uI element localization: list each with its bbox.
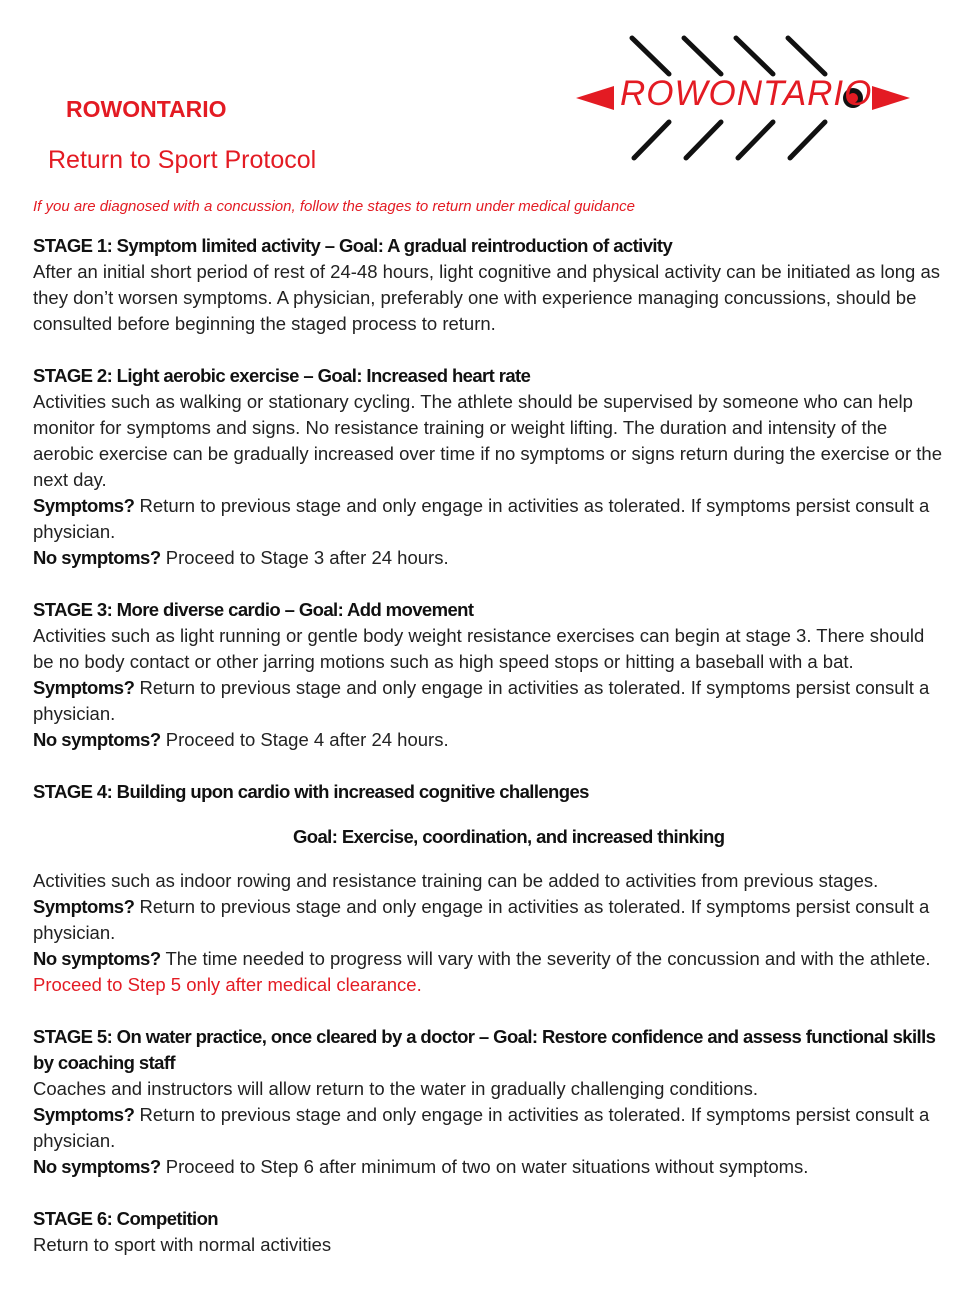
stage-2 bbox=[33, 363, 943, 571]
rowontario-logo bbox=[574, 30, 914, 168]
symptoms-line bbox=[33, 675, 943, 727]
stage-title: STAGE 6: Competition bbox=[33, 1208, 218, 1229]
stage-title: STAGE 1: Symptom limited activity – Goal: A gradual reintroduction of activity bbox=[33, 235, 673, 256]
page-title: Return to Sport Protocol bbox=[48, 146, 317, 174]
no-symptoms-text: Proceed to Stage 3 after 24 hours. bbox=[165, 547, 449, 568]
stage-title: STAGE 5: On water practice, once cleared by a doctor – Goal: Restore confidence and assess functional skills by coaching staff bbox=[33, 1026, 936, 1073]
no-symptoms-text: The time needed to progress will vary with the severity of the concussion and with the athlete. bbox=[165, 948, 931, 969]
stage-5 bbox=[33, 1024, 943, 1180]
no-symptoms-line bbox=[33, 545, 943, 571]
no-symptoms-text: Proceed to Step 6 after minimum of two on water situations without symptoms. bbox=[165, 1156, 809, 1177]
symptoms-text: Return to previous stage and only engage in activities as tolerated. If symptoms persist consult a physician. bbox=[33, 495, 930, 542]
stage-body: Activities such as indoor rowing and resistance training can be added to activities from previous stages. bbox=[33, 870, 879, 891]
stage-6 bbox=[33, 1206, 943, 1258]
symptoms-text: Return to previous stage and only engage in activities as tolerated. If symptoms persist consult a physician. bbox=[33, 677, 930, 724]
stage-title: STAGE 2: Light aerobic exercise – Goal: Increased heart rate bbox=[33, 365, 531, 386]
symptoms-line bbox=[33, 1102, 943, 1154]
stage-4 bbox=[33, 779, 943, 998]
symptoms-text: Return to previous stage and only engage in activities as tolerated. If symptoms persist consult a physician. bbox=[33, 1104, 930, 1151]
symptoms-label: Symptoms? bbox=[33, 896, 135, 917]
no-symptoms-label: No symptoms? bbox=[33, 729, 161, 750]
stage-body: Coaches and instructors will allow return to the water in gradually challenging conditions. bbox=[33, 1078, 758, 1099]
symptoms-label: Symptoms? bbox=[33, 1104, 135, 1125]
org-name: ROWONTARIO bbox=[66, 96, 227, 122]
symptoms-text: Return to previous stage and only engage in activities as tolerated. If symptoms persist consult a physician. bbox=[33, 896, 930, 943]
stage-title: STAGE 4: Building upon cardio with increased cognitive challenges bbox=[33, 781, 589, 802]
logo-wordmark: ROWONTARIO bbox=[620, 74, 873, 113]
stages-list bbox=[33, 233, 943, 1258]
symptoms-line bbox=[33, 894, 943, 946]
no-symptoms-label: No symptoms? bbox=[33, 1156, 161, 1177]
symptoms-line bbox=[33, 493, 943, 545]
no-symptoms-label: No symptoms? bbox=[33, 948, 161, 969]
stage-body: Return to sport with normal activities bbox=[33, 1234, 332, 1255]
stage-body: After an initial short period of rest of 24-48 hours, light cognitive and physical activity can be initiated as long as they don’t worsen symptoms. A physician, preferably one with experience managing concussions, should be consulted before beginning the staged process to return. bbox=[33, 261, 941, 334]
stage-1 bbox=[33, 233, 943, 337]
no-symptoms-label: No symptoms? bbox=[33, 547, 161, 568]
stage-title: STAGE 3: More diverse cardio – Goal: Add movement bbox=[33, 599, 474, 620]
medical-clearance-note: Proceed to Step 5 only after medical clearance. bbox=[33, 974, 422, 995]
no-symptoms-line bbox=[33, 1154, 943, 1180]
stage-body: Activities such as walking or stationary cycling. The athlete should be supervised by someone who can help monitor for symptoms and signs. No resistance training or weight lifting. The duration and intensity of the aerobic exercise can be gradually increased over time if no symptoms or signs return during the exercise or the next day. bbox=[33, 391, 942, 490]
no-symptoms-text: Proceed to Stage 4 after 24 hours. bbox=[165, 729, 449, 750]
stage-3 bbox=[33, 597, 943, 753]
intro-text: If you are diagnosed with a concussion, follow the stages to return under medical guidance bbox=[33, 198, 636, 215]
stage-goal: Goal: Exercise, coordination, and increased thinking bbox=[293, 825, 725, 847]
symptoms-label: Symptoms? bbox=[33, 677, 135, 698]
stage-body: Activities such as light running or gentle body weight resistance exercises can begin at stage 3. There should be no body contact or other jarring motions such as high speed stops or hitting a baseball with a bat. bbox=[33, 625, 925, 672]
symptoms-label: Symptoms? bbox=[33, 495, 135, 516]
no-symptoms-line bbox=[33, 727, 943, 753]
no-symptoms-line bbox=[33, 946, 943, 998]
